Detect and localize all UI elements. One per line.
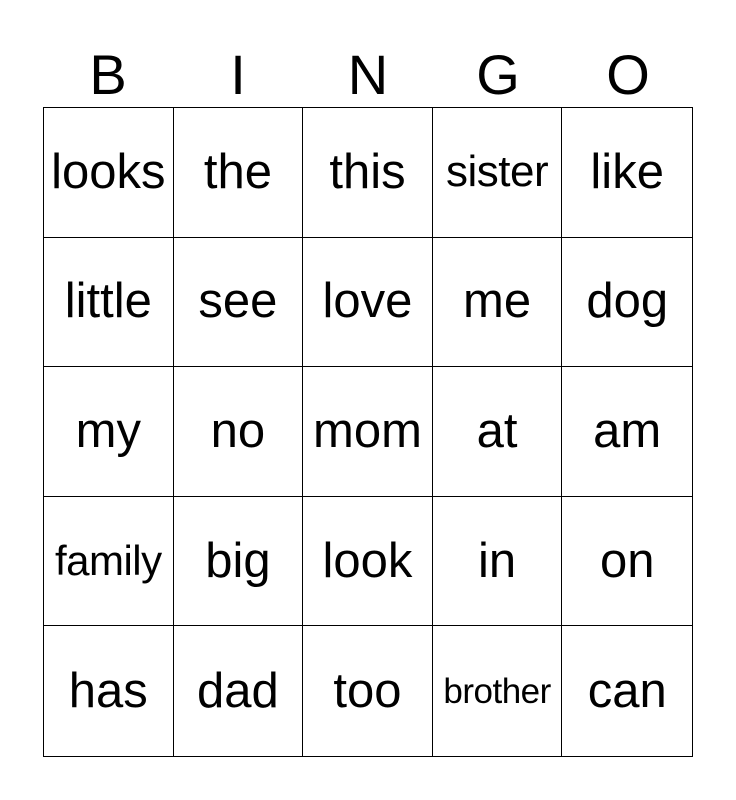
bingo-grid — [43, 107, 693, 757]
bingo-cell[interactable]: too — [303, 626, 433, 756]
header-letter-n: N — [347, 43, 389, 106]
bingo-cell[interactable]: in — [433, 497, 563, 627]
bingo-cell[interactable]: mom — [303, 367, 433, 497]
bingo-cell[interactable]: on — [562, 497, 692, 627]
bingo-cell[interactable]: this — [303, 108, 433, 238]
bingo-cell[interactable]: my — [44, 367, 174, 497]
bingo-cell[interactable]: see — [174, 238, 304, 368]
bingo-cell[interactable]: the — [174, 108, 304, 238]
header-letter-i: I — [230, 43, 246, 106]
bingo-cell[interactable]: little — [44, 238, 174, 368]
bingo-cell[interactable]: looks — [44, 108, 174, 238]
bingo-cell[interactable]: family — [44, 497, 174, 627]
header-letter-b: B — [89, 43, 127, 106]
bingo-cell[interactable]: look — [303, 497, 433, 627]
bingo-cell[interactable]: no — [174, 367, 304, 497]
bingo-cell[interactable]: love — [303, 238, 433, 368]
bingo-cell[interactable]: me — [433, 238, 563, 368]
bingo-cell[interactable]: like — [562, 108, 692, 238]
bingo-cell[interactable]: has — [44, 626, 174, 756]
bingo-cell[interactable]: dad — [174, 626, 304, 756]
header-letter-o: O — [606, 43, 650, 106]
bingo-cell[interactable]: can — [587, 663, 667, 718]
bingo-cell[interactable]: am — [562, 367, 692, 497]
header-letter-g: G — [476, 43, 520, 106]
bingo-cell[interactable]: big — [174, 497, 304, 627]
bingo-cell[interactable]: sister — [433, 108, 563, 238]
bingo-cell[interactable]: at — [433, 367, 563, 497]
bingo-cell[interactable]: dog — [562, 238, 692, 368]
bingo-cell[interactable]: brother — [433, 626, 563, 756]
bingo-header — [43, 44, 693, 106]
